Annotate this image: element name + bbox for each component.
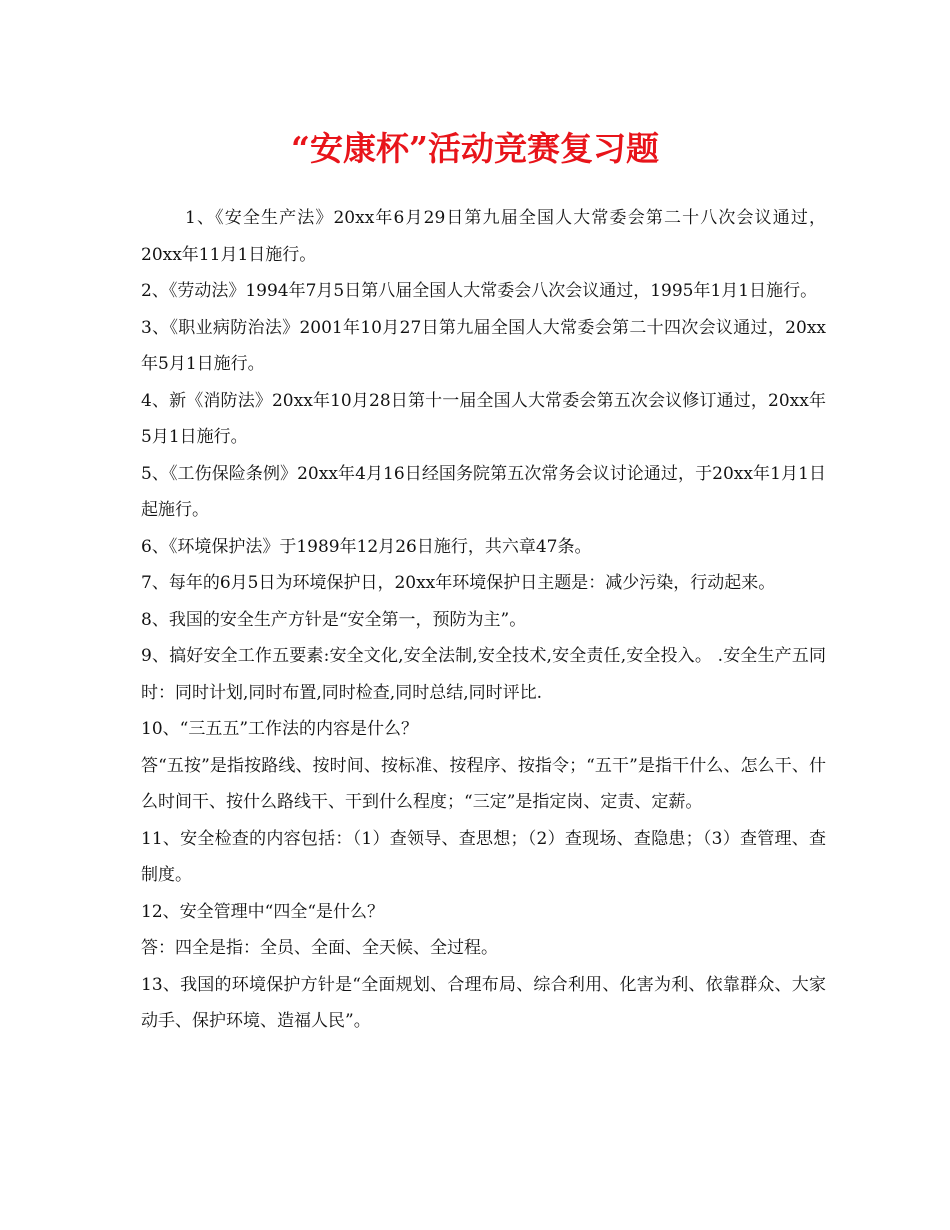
paragraph-10-answer: 答“五按”是指按路线、按时间、按标准、按程序、按指令；“五干”是指干什么、怎么干、什么时间干、按什么路线干、干到什么程度；“三定”是指定岗、定责、定薪。 (141, 755, 826, 812)
document-title: “安康杯”活动竞赛复习题 (291, 129, 659, 168)
paragraph-8: 8、我国的安全生产方针是“安全第一，预防为主”。 (141, 609, 527, 630)
document-body (141, 200, 826, 1040)
paragraph-10-question: 10、“三五五”工作法的内容是什么？ (141, 719, 419, 739)
paragraph-7: 7、每年的6月5日为环境保护日，20xx年环境保护日主题是：减少污染，行动起来。 (141, 573, 776, 593)
paragraph-5: 5、《工伤保险条例》20xx年4月16日经国务院第五次常务会议讨论通过，于20xx年1月1日起施行。 (141, 463, 826, 520)
paragraph-12-answer: 答：四全是指：全员、全面、全天候、全过程。 (141, 938, 498, 958)
paragraph-4: 4、新《消防法》20xx年10月28日第十一届全国人大常委会第五次会议修订通过，20xx年5月1日施行。 (141, 390, 826, 447)
paragraph-11: 11、安全检查的内容包括：（1）查领导、查思想；（2）查现场、查隐患；（3）查管理、查制度。 (141, 828, 826, 885)
paragraph-6: 6、《环境保护法》于1989年12月26日施行，共六章47条。 (141, 536, 592, 557)
paragraph-2: 2、《劳动法》1994年7月5日第八届全国人大常委会八次会议通过，1995年1月1日施行。 (141, 281, 818, 301)
paragraph-3: 3、《职业病防治法》2001年10月27日第九届全国人大常委会第二十四次会议通过，20xx年5月1日施行。 (141, 317, 826, 374)
paragraph-9: 9、搞好安全工作五要素:安全文化,安全法制,安全技术,安全责任,安全投入。 .安全生产五同时：同时计划,同时布置,同时检查,同时总结,同时评比. (141, 646, 826, 703)
paragraph-1: 1、《安全生产法》20xx年6月29日第九届全国人大常委会第二十八次会议通过，20xx年11月1日施行。 (141, 208, 826, 265)
paragraph-12-question: 12、安全管理中“四全“是什么？ (141, 901, 385, 922)
paragraph-13: 13、我国的环境保护方针是“全面规划、合理布局、综合利用、化害为利、依靠群众、大家动手、保护环境、造福人民”。 (141, 974, 826, 1031)
